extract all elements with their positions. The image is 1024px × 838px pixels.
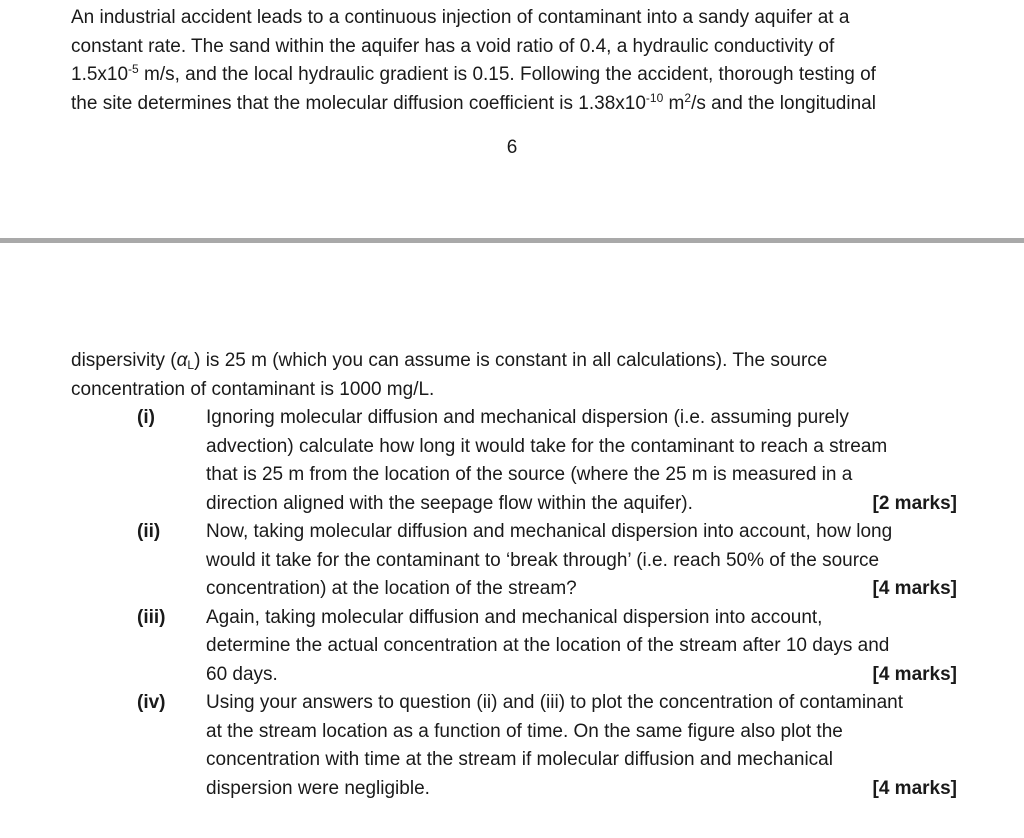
question-line xyxy=(206,461,957,490)
marks-label: [4 marks] xyxy=(872,663,957,685)
question-item xyxy=(71,404,971,518)
text-line: An industrial accident leads to a continuous injection of contaminant into a sandy aquifer at a xyxy=(71,7,850,28)
text-span: m xyxy=(663,92,685,114)
question-line xyxy=(206,433,957,462)
question-text: concentration with time at the stream if molecular diffusion and mechanical xyxy=(206,749,833,770)
question-line xyxy=(206,661,957,690)
question-list xyxy=(71,404,971,803)
question-text: that is 25 m from the location of the source (where the 25 m is measured in a xyxy=(206,464,853,485)
question-item xyxy=(71,689,971,803)
question-number: (i) xyxy=(137,407,155,428)
question-line xyxy=(206,632,957,661)
question-body xyxy=(206,404,957,518)
alpha-symbol: α xyxy=(176,350,188,371)
question-line xyxy=(206,404,957,433)
bottom-section xyxy=(71,347,971,803)
question-body xyxy=(206,604,957,690)
text-line xyxy=(71,90,971,119)
subscript: L xyxy=(187,358,195,372)
question-number: (iv) xyxy=(137,692,166,713)
text-span: ) is 25 m (which you can assume is constant in all calculations). The source xyxy=(194,350,828,371)
question-text: 60 days. xyxy=(206,663,278,685)
question-number: (ii) xyxy=(137,521,161,542)
question-text: determine the actual concentration at the location of the stream after 10 days and xyxy=(206,635,890,656)
text-span: m/s, and the local hydraulic gradient is 0.15. Following the accident, thorough testing of xyxy=(138,64,876,85)
question-line xyxy=(206,775,957,804)
text-line xyxy=(71,61,971,90)
question-line xyxy=(206,689,957,718)
marks-label: [2 marks] xyxy=(872,492,957,514)
question-line xyxy=(206,604,957,633)
text-line: concentration of contaminant is 1000 mg/L. xyxy=(71,378,435,400)
page-divider xyxy=(0,238,1024,243)
question-text: Again, taking molecular diffusion and mechanical dispersion into account, xyxy=(206,606,823,628)
question-text: would it take for the contaminant to ‘break through’ (i.e. reach 50% of the source xyxy=(206,549,880,571)
text-line xyxy=(71,347,971,376)
marks-label: [4 marks] xyxy=(872,578,957,599)
question-text: concentration) at the location of the stream? xyxy=(206,578,577,599)
superscript: -10 xyxy=(645,90,664,105)
question-body xyxy=(206,518,957,604)
question-text: direction aligned with the seepage flow within the aquifer). xyxy=(206,492,693,514)
question-line xyxy=(206,518,957,547)
question-item xyxy=(71,518,971,604)
question-line xyxy=(206,547,957,576)
question-line xyxy=(206,746,957,775)
question-text: Using your answers to question (ii) and (iii) to plot the concentration of contaminant xyxy=(206,692,904,713)
text-span: the site determines that the molecular diffusion coefficient is 1.38x10 xyxy=(71,92,646,114)
question-item xyxy=(71,604,971,690)
question-text: dispersion were negligible. xyxy=(206,777,430,799)
text-span: dispersivity ( xyxy=(71,350,177,371)
superscript: -5 xyxy=(128,62,139,76)
question-text: advection) calculate how long it would take for the contaminant to reach a stream xyxy=(206,435,888,457)
question-number: (iii) xyxy=(137,606,166,628)
top-paragraph xyxy=(71,4,971,118)
question-text: at the stream location as a function of time. On the same figure also plot the xyxy=(206,720,843,742)
question-text: Ignoring molecular diffusion and mechanical dispersion (i.e. assuming purely xyxy=(206,407,849,428)
text-line: constant rate. The sand within the aquifer has a void ratio of 0.4, a hydraulic conductivity of xyxy=(71,35,835,57)
text-span: 1.5x10 xyxy=(71,64,129,85)
page-number: 6 xyxy=(506,137,518,158)
question-line xyxy=(206,718,957,747)
superscript: 2 xyxy=(684,90,692,105)
question-body xyxy=(206,689,957,803)
question-line xyxy=(206,490,957,519)
question-text: Now, taking molecular diffusion and mechanical dispersion into account, how long xyxy=(206,521,893,542)
text-span: /s and the longitudinal xyxy=(691,92,876,114)
marks-label: [4 marks] xyxy=(872,777,957,799)
question-line xyxy=(206,575,957,604)
